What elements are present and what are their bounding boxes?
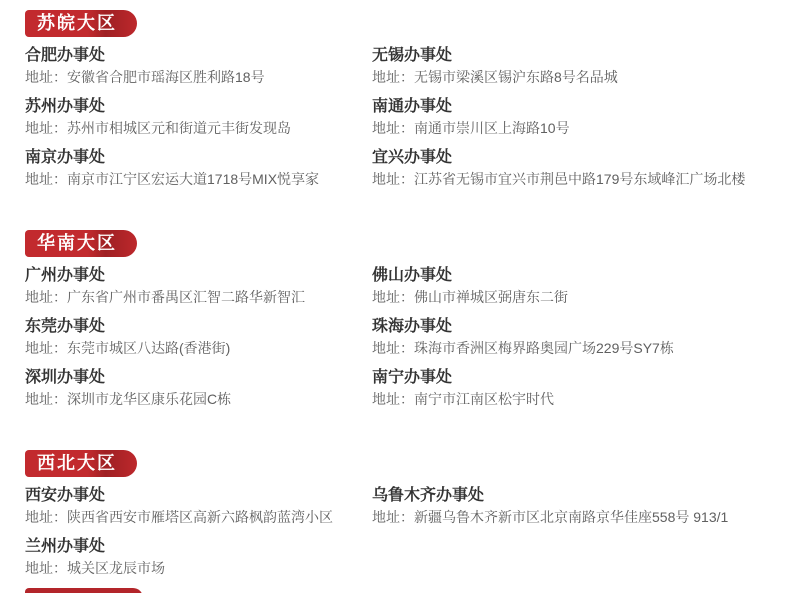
office-address: 地址：广东省广州市番禺区汇智二路华新智汇	[25, 289, 305, 305]
office-entry	[25, 46, 372, 87]
office-name: 东莞办事处	[25, 318, 106, 335]
region-title: 西北大区	[37, 453, 117, 473]
office-entry	[372, 368, 793, 409]
office-entry	[25, 317, 372, 358]
office-address: 地址：东莞市城区八达路(香港街)	[25, 340, 231, 356]
next-region-banner-partial	[25, 588, 143, 593]
office-address: 地址：新疆乌鲁木齐新市区北京南路京华佳座558号 913/1	[372, 509, 729, 525]
office-name: 深圳办事处	[25, 369, 106, 386]
office-address: 地址：深圳市龙华区康乐花园C栋	[25, 391, 232, 407]
region-banner	[25, 10, 137, 37]
office-grid	[25, 46, 793, 189]
office-name: 宜兴办事处	[372, 149, 453, 166]
office-name: 苏州办事处	[25, 98, 106, 115]
office-name: 西安办事处	[25, 487, 106, 504]
region-section-huanan	[25, 230, 793, 409]
office-name: 佛山办事处	[372, 267, 453, 284]
office-address: 地址：苏州市相城区元和街道元丰街发现岛	[25, 120, 291, 136]
office-entry	[372, 486, 793, 527]
office-name: 合肥办事处	[25, 47, 106, 64]
office-address: 地址：城关区龙辰市场	[25, 560, 165, 576]
office-name: 兰州办事处	[25, 538, 106, 555]
office-entry	[25, 266, 372, 307]
office-entry	[25, 97, 372, 138]
office-grid	[25, 266, 793, 409]
region-title: 华南大区	[37, 233, 117, 253]
office-address: 地址：安徽省合肥市瑶海区胜利路18号	[25, 69, 265, 85]
office-entry	[372, 46, 793, 87]
office-address: 地址：佛山市禅城区弼唐东二街	[372, 289, 568, 305]
office-name: 广州办事处	[25, 267, 106, 284]
region-section-xibei	[25, 450, 793, 578]
office-name: 珠海办事处	[372, 318, 453, 335]
region-section-suwan	[25, 10, 793, 189]
office-entry	[372, 97, 793, 138]
office-entry	[372, 266, 793, 307]
office-entry	[25, 486, 372, 527]
office-address: 地址：无锡市梁溪区锡沪东路8号名品城	[372, 69, 618, 85]
office-name: 无锡办事处	[372, 47, 453, 64]
office-address: 地址：江苏省无锡市宜兴市荆邑中路179号东域峰汇广场北楼	[372, 171, 746, 187]
office-name: 乌鲁木齐办事处	[372, 487, 485, 504]
office-address: 地址：珠海市香洲区梅界路奥园广场229号SY7栋	[372, 340, 674, 356]
office-entry	[25, 537, 372, 578]
office-entry	[372, 317, 793, 358]
region-title: 苏皖大区	[37, 13, 117, 33]
office-entry	[25, 368, 372, 409]
region-banner	[25, 450, 137, 477]
office-name: 南通办事处	[372, 98, 453, 115]
region-banner	[25, 230, 137, 257]
office-name: 南宁办事处	[372, 369, 453, 386]
office-entry	[372, 148, 793, 189]
office-address: 地址：陕西省西安市雁塔区高新六路枫韵蓝湾小区	[25, 509, 333, 525]
office-address: 地址：南通市崇川区上海路10号	[372, 120, 570, 136]
office-address: 地址：南京市江宁区宏运大道1718号MIX悦享家	[25, 171, 320, 187]
office-grid	[25, 486, 793, 578]
office-entry	[25, 148, 372, 189]
office-address: 地址：南宁市江南区松宇时代	[372, 391, 554, 407]
office-name: 南京办事处	[25, 149, 106, 166]
